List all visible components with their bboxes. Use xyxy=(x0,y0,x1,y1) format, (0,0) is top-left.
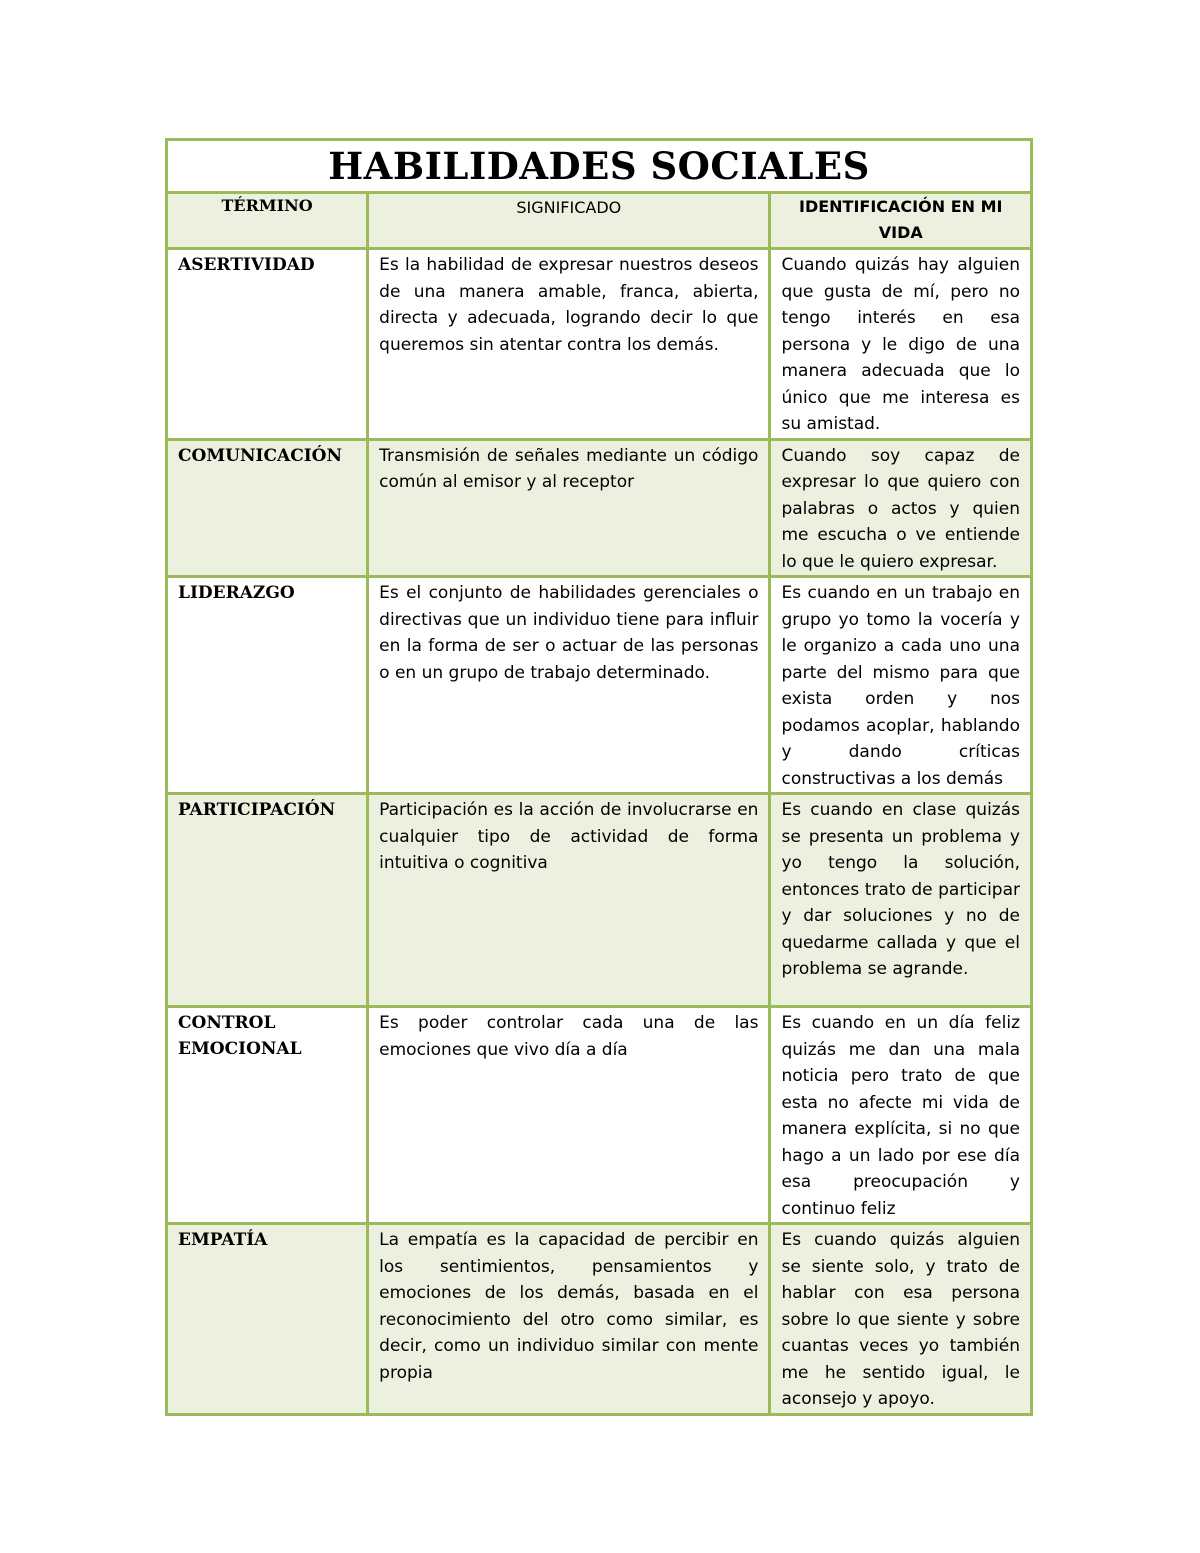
term-cell xyxy=(167,1224,368,1415)
header-term: TÉRMINO xyxy=(221,196,313,215)
meaning-cell xyxy=(368,1224,770,1415)
title-cell xyxy=(167,140,1032,193)
table-row xyxy=(167,794,1032,1007)
term-cell xyxy=(167,577,368,794)
meaning-text: Participación es la acción de involucrarse en cualquier tipo de actividad de forma intuitiva o cognitiva xyxy=(379,800,759,873)
identification-text: Cuando quizás hay alguien que gusta de mí, pero no tengo interés en esa persona y le digo de una manera adecuada que lo único que me interesa es su amistad. xyxy=(781,255,1020,434)
term-text: LIDERAZGO xyxy=(178,583,295,603)
term-text: PARTICIPACIÓN xyxy=(178,800,336,820)
identification-text: Es cuando en un trabajo en grupo yo tomo la vocería y le organizo a cada uno una parte del mismo para que exista orden y nos podamos acoplar, hablando y dando críticas constructivas a los demás xyxy=(781,583,1020,789)
identification-cell xyxy=(770,1007,1032,1224)
meaning-cell xyxy=(368,794,770,1007)
title-row xyxy=(167,140,1032,193)
meaning-cell xyxy=(368,439,770,577)
meaning-text: Es el conjunto de habilidades gerenciales o directivas que un individuo tiene para influir en la forma de ser o actuar de las personas o en un grupo de trabajo determinado. xyxy=(379,583,759,683)
meaning-text: Es poder controlar cada una de las emociones que vivo día a día xyxy=(379,1013,759,1060)
meaning-cell xyxy=(368,249,770,440)
header-term-cell xyxy=(167,193,368,249)
meaning-text: La empatía es la capacidad de percibir en los sentimientos, pensamientos y emociones de los demás, basada en el reconocimiento del otro como similar, es decir, como un individuo similar con mente propia xyxy=(379,1230,759,1383)
identification-text: Es cuando en clase quizás se presenta un problema y yo tengo la solución, entonces trato de participar y dar soluciones y no de quedarme callada y que el problema se agrande. xyxy=(781,800,1020,979)
term-cell xyxy=(167,439,368,577)
identification-text: Es cuando quizás alguien se siente solo, y trato de hablar con esa persona sobre lo que siente y sobre cuantas veces yo también me he sentido igual, le aconsejo y apoyo. xyxy=(781,1230,1020,1409)
identification-cell xyxy=(770,794,1032,1007)
table-row xyxy=(167,1224,1032,1415)
term-cell xyxy=(167,1007,368,1224)
identification-cell xyxy=(770,1224,1032,1415)
term-cell xyxy=(167,794,368,1007)
header-meaning: SIGNIFICADO xyxy=(516,198,622,217)
term-cell xyxy=(167,249,368,440)
term-text: CONTROL EMOCIONAL xyxy=(178,1013,302,1059)
social-skills-table xyxy=(165,138,1033,1416)
identification-text: Cuando soy capaz de expresar lo que quiero con palabras o actos y quien me escucha o ve entiende lo que le quiero expresar. xyxy=(781,445,1020,572)
meaning-cell xyxy=(368,1007,770,1224)
header-identification-cell xyxy=(770,193,1032,249)
meaning-text: Es la habilidad de expresar nuestros deseos de una manera amable, franca, abierta, directa y adecuada, logrando decir lo que queremos sin atentar contra los demás. xyxy=(379,255,759,355)
table-row xyxy=(167,577,1032,794)
identification-cell xyxy=(770,249,1032,440)
header-identification: IDENTIFICACIÓN EN MI VIDA xyxy=(799,197,1003,242)
term-text: EMPATÍA xyxy=(178,1230,268,1250)
term-text: COMUNICACIÓN xyxy=(178,445,343,466)
term-text: ASERTIVIDAD xyxy=(178,255,315,275)
table-row xyxy=(167,439,1032,577)
identification-cell xyxy=(770,577,1032,794)
table-row xyxy=(167,249,1032,440)
meaning-cell xyxy=(368,577,770,794)
table-row xyxy=(167,1007,1032,1224)
document-title: HABILIDADES SOCIALES xyxy=(328,144,870,188)
header-meaning-cell xyxy=(368,193,770,249)
identification-text: Es cuando en un día feliz quizás me dan una mala noticia pero trato de que esta no afecte mi vida de manera explícita, si no que hago a un lado por ese día esa preocupación y continuo feliz xyxy=(781,1013,1020,1219)
meaning-text: Transmisión de señales mediante un código común al emisor y al receptor xyxy=(379,445,759,492)
header-row xyxy=(167,193,1032,249)
identification-cell xyxy=(770,439,1032,577)
